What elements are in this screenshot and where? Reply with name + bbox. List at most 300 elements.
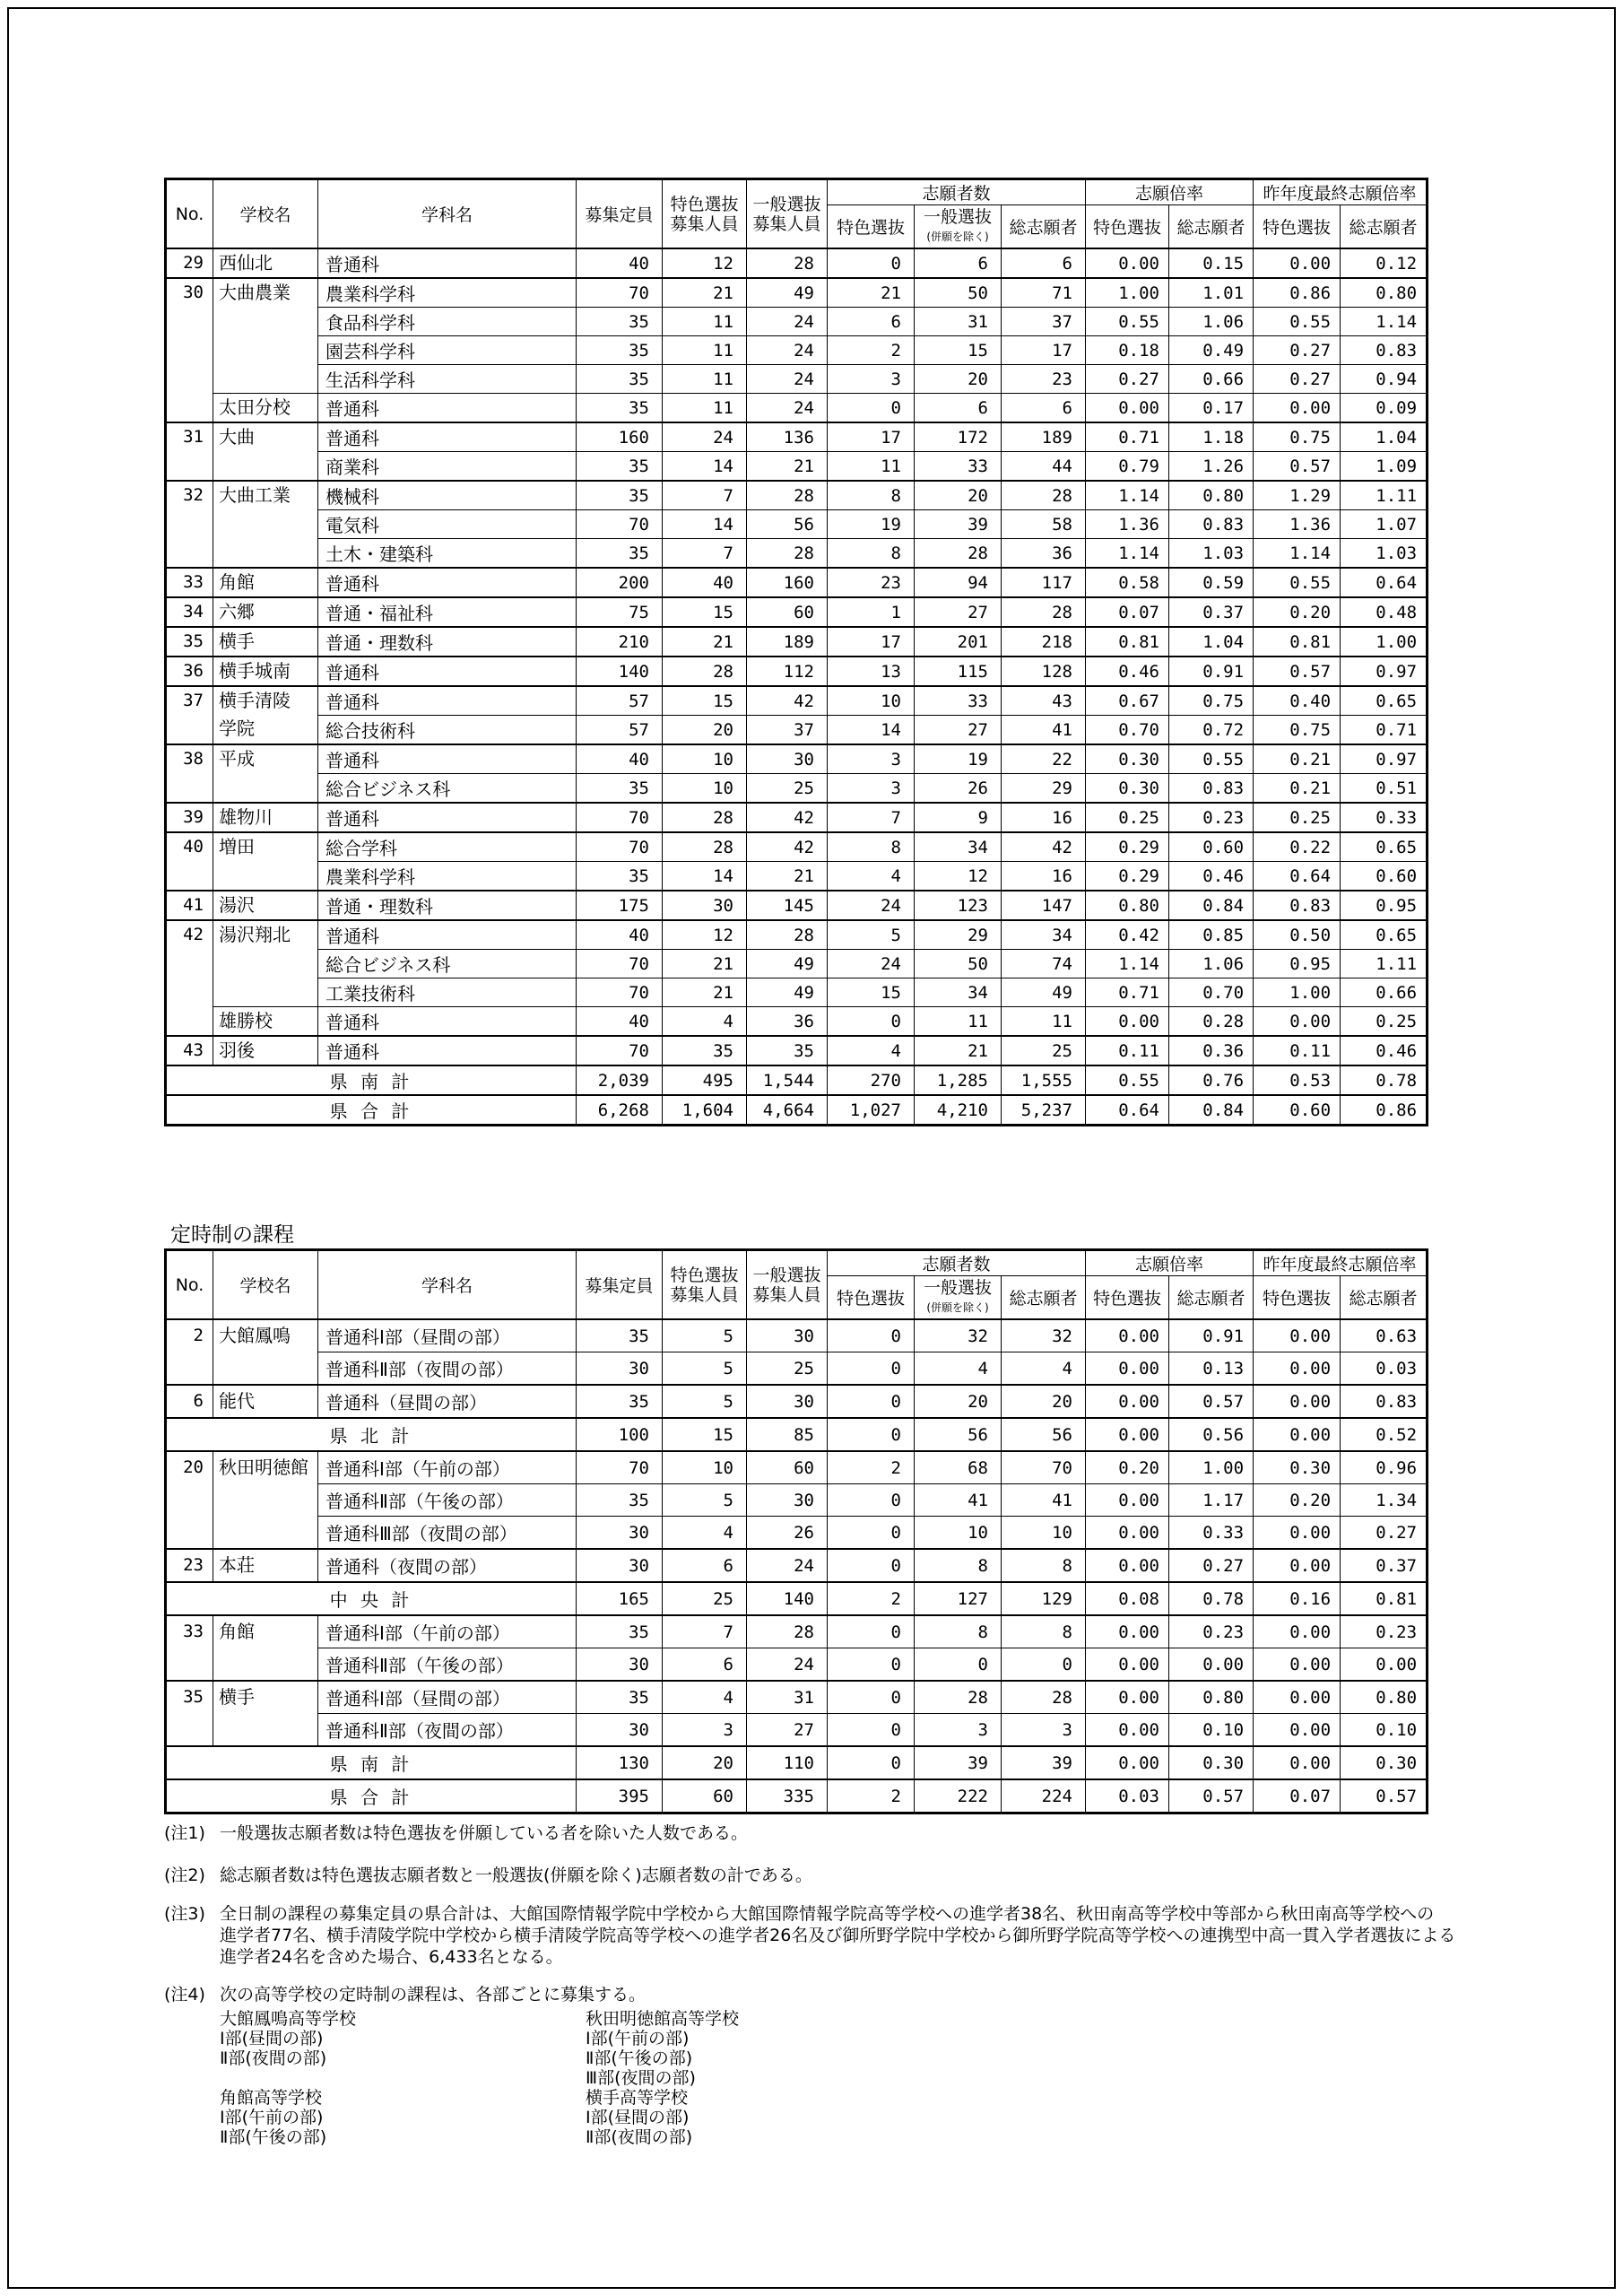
ratio-tokushoku-cell: 0.00 xyxy=(1086,1746,1169,1779)
app-tokushoku-cell: 24 xyxy=(828,891,915,920)
department-cell: 普通科 xyxy=(318,803,577,832)
last-total-cell: 0.78 xyxy=(1341,1065,1428,1095)
capacity-cell: 200 xyxy=(577,568,663,597)
department-cell: 総合ビジネス科 xyxy=(318,774,577,804)
ippan-quota-cell: 140 xyxy=(747,1582,828,1615)
col-header-last-tokushoku: 特色選抜 xyxy=(1254,205,1341,249)
ratio-tokushoku-cell: 0.25 xyxy=(1086,803,1169,832)
ippan-quota-cell: 85 xyxy=(747,1418,828,1451)
ippan-quota-cell: 21 xyxy=(747,452,828,482)
ippan-quota-line1: 一般選抜 xyxy=(752,194,821,214)
capacity-cell: 70 xyxy=(577,510,663,539)
col-header-no: No. xyxy=(166,179,213,249)
app-tokushoku-cell: 0 xyxy=(828,1549,915,1582)
no-cell: 34 xyxy=(166,597,213,627)
last-total-cell: 0.25 xyxy=(1341,1007,1428,1037)
col-header-dept: 学科名 xyxy=(318,1250,577,1320)
ratio-total-cell: 0.59 xyxy=(1169,568,1254,597)
capacity-cell: 160 xyxy=(577,422,663,452)
total-row xyxy=(166,1582,1428,1615)
app-total-cell: 189 xyxy=(1002,422,1086,452)
last-tokushoku-cell: 0.60 xyxy=(1254,1095,1341,1126)
app-total-cell: 6 xyxy=(1002,248,1086,278)
ratio-tokushoku-cell: 0.81 xyxy=(1086,627,1169,657)
total-row-label: 県 南 計 xyxy=(166,1746,577,1779)
ratio-total-cell: 0.80 xyxy=(1169,1681,1254,1714)
app-total-cell: 74 xyxy=(1002,950,1086,978)
last-total-cell: 0.03 xyxy=(1341,1352,1428,1386)
department-cell: 食品科学科 xyxy=(318,308,577,336)
app-ippan-cell: 11 xyxy=(915,1007,1002,1037)
capacity-cell: 35 xyxy=(577,394,663,423)
data-row xyxy=(166,365,1428,394)
note3-line2: 進学者77名、横手清陵学院中学校から横手清陵学院高等学校への進学者26名及び御所野学院中学校から御所野学院高等学校への連携型中高一貫入学者選抜による xyxy=(220,1926,1456,1945)
ratio-total-cell: 1.03 xyxy=(1169,539,1254,569)
app-tokushoku-cell: 17 xyxy=(828,422,915,452)
note4-text: 次の高等学校の定時制の課程は、各部ごとに募集する。 xyxy=(220,1985,647,2005)
last-tokushoku-cell: 1.14 xyxy=(1254,539,1341,569)
app-ippan-cell: 6 xyxy=(915,248,1002,278)
ratio-tokushoku-cell: 0.00 xyxy=(1086,1714,1169,1747)
department-cell: 普通科Ⅱ部（夜間の部） xyxy=(318,1714,577,1747)
ippan-quota-cell: 24 xyxy=(747,1549,828,1582)
app-ippan-cell: 34 xyxy=(915,978,1002,1007)
last-tokushoku-cell: 0.00 xyxy=(1254,248,1341,278)
ratio-tokushoku-cell: 0.00 xyxy=(1086,1648,1169,1682)
ratio-tokushoku-cell: 1.00 xyxy=(1086,278,1169,308)
col-group-lastyear: 昨年度最終志願倍率 xyxy=(1254,1250,1428,1276)
ratio-total-cell: 0.13 xyxy=(1169,1352,1254,1386)
ratio-total-cell: 0.57 xyxy=(1169,1385,1254,1418)
department-cell: 普通科Ⅰ部（午前の部） xyxy=(318,1615,577,1648)
data-row xyxy=(166,1319,1428,1352)
department-cell: 普通科Ⅱ部（夜間の部） xyxy=(318,1352,577,1386)
ratio-total-cell: 0.80 xyxy=(1169,481,1254,510)
app-tokushoku-cell: 0 xyxy=(828,1319,915,1352)
note1-text: 一般選抜志願者数は特色選抜を併願している者を除いた人数である。 xyxy=(220,1823,749,1843)
no-cell: 35 xyxy=(166,627,213,657)
note1-tag: (注1) xyxy=(164,1823,205,1843)
app-ippan-cell: 222 xyxy=(915,1779,1002,1813)
school-name-cell: 羽後 xyxy=(213,1036,318,1065)
app-ippan-cell: 94 xyxy=(915,568,1002,597)
app-ippan-cell: 26 xyxy=(915,774,1002,804)
parttime-table-body xyxy=(166,1319,1428,1813)
no-cell: 23 xyxy=(166,1549,213,1582)
data-row xyxy=(166,862,1428,891)
col-header-last-total: 総志願者 xyxy=(1341,1276,1428,1320)
note4-tag: (注4) xyxy=(164,1985,205,2005)
ratio-tokushoku-cell: 0.07 xyxy=(1086,597,1169,627)
department-cell: 電気科 xyxy=(318,510,577,539)
col-group-ratio: 志願倍率 xyxy=(1086,179,1254,205)
last-total-cell: 0.48 xyxy=(1341,597,1428,627)
app-tokushoku-cell: 270 xyxy=(828,1065,915,1095)
ratio-tokushoku-cell: 0.00 xyxy=(1086,1615,1169,1648)
last-tokushoku-cell: 0.55 xyxy=(1254,308,1341,336)
app-tokushoku-cell: 7 xyxy=(828,803,915,832)
tokushoku-quota-cell: 60 xyxy=(663,1779,747,1813)
col-header-school: 学校名 xyxy=(213,1250,318,1320)
tokushoku-quota-line1: 特色選抜 xyxy=(670,1265,739,1285)
col-header-capacity: 募集定員 xyxy=(577,179,663,249)
last-total-cell: 0.80 xyxy=(1341,278,1428,308)
no-cell: 32 xyxy=(166,481,213,568)
capacity-cell: 40 xyxy=(577,920,663,950)
app-total-cell: 17 xyxy=(1002,336,1086,365)
app-ippan-cell: 1,285 xyxy=(915,1065,1002,1095)
ippan-quota-cell: 160 xyxy=(747,568,828,597)
ippan-quota-cell: 189 xyxy=(747,627,828,657)
app-tokushoku-cell: 0 xyxy=(828,1484,915,1517)
last-total-cell: 1.04 xyxy=(1341,422,1428,452)
data-row xyxy=(166,920,1428,950)
app-tokushoku-cell: 3 xyxy=(828,774,915,804)
app-total-cell: 39 xyxy=(1002,1746,1086,1779)
total-row-label: 県 南 計 xyxy=(166,1065,577,1095)
ratio-tokushoku-cell: 1.36 xyxy=(1086,510,1169,539)
ratio-total-cell: 1.04 xyxy=(1169,627,1254,657)
ippan-quota-cell: 60 xyxy=(747,597,828,627)
fulltime-table xyxy=(164,178,1428,1126)
school-name-cell: 横手 xyxy=(213,1681,318,1746)
app-total-cell: 1,555 xyxy=(1002,1065,1086,1095)
ratio-tokushoku-cell: 0.08 xyxy=(1086,1582,1169,1615)
no-cell: 2 xyxy=(166,1319,213,1385)
ratio-tokushoku-cell: 0.00 xyxy=(1086,248,1169,278)
ippan-quota-cell: 49 xyxy=(747,978,828,1007)
col-header-last-tokushoku: 特色選抜 xyxy=(1254,1276,1341,1320)
ippan-quota-cell: 24 xyxy=(747,336,828,365)
ratio-tokushoku-cell: 0.29 xyxy=(1086,832,1169,862)
last-tokushoku-cell: 0.00 xyxy=(1254,1352,1341,1386)
note4-school-list-left xyxy=(220,2009,356,2147)
note4-list-item: 横手高等学校 xyxy=(586,2088,689,2108)
tokushoku-quota-cell: 21 xyxy=(663,627,747,657)
capacity-cell: 35 xyxy=(577,539,663,569)
last-tokushoku-cell: 0.20 xyxy=(1254,1484,1341,1517)
app-total-cell: 34 xyxy=(1002,920,1086,950)
last-total-cell: 0.12 xyxy=(1341,248,1428,278)
data-row xyxy=(166,1385,1428,1418)
ippan-quota-cell: 24 xyxy=(747,1648,828,1682)
app-total-cell: 16 xyxy=(1002,803,1086,832)
last-total-cell: 1.14 xyxy=(1341,308,1428,336)
capacity-cell: 70 xyxy=(577,278,663,308)
tokushoku-quota-cell: 1,604 xyxy=(663,1095,747,1126)
note-1 xyxy=(164,1822,1475,1844)
last-tokushoku-cell: 0.53 xyxy=(1254,1065,1341,1095)
col-header-ratio-tokushoku: 特色選抜 xyxy=(1086,1276,1169,1320)
tokushoku-quota-cell: 495 xyxy=(663,1065,747,1095)
tokushoku-quota-cell: 3 xyxy=(663,1714,747,1747)
tokushoku-quota-cell: 20 xyxy=(663,1746,747,1779)
app-ippan-cell: 20 xyxy=(915,481,1002,510)
app-tokushoku-cell: 0 xyxy=(828,1648,915,1682)
school-name-cell: 横手清陵 学院 xyxy=(213,686,318,744)
app-ippan-cell: 28 xyxy=(915,539,1002,569)
ratio-total-cell: 1.06 xyxy=(1169,308,1254,336)
app-tokushoku-cell: 0 xyxy=(828,1007,915,1037)
app-tokushoku-cell: 0 xyxy=(828,1385,915,1418)
last-total-cell: 0.71 xyxy=(1341,716,1428,745)
ratio-tokushoku-cell: 0.71 xyxy=(1086,422,1169,452)
ratio-tokushoku-cell: 0.30 xyxy=(1086,744,1169,774)
col-header-app-ippan xyxy=(915,205,1002,249)
col-group-applicants: 志願者数 xyxy=(828,1250,1086,1276)
last-tokushoku-cell: 0.21 xyxy=(1254,744,1341,774)
capacity-cell: 35 xyxy=(577,1319,663,1352)
note4-list-item: 秋田明徳館高等学校 xyxy=(586,2009,740,2029)
tokushoku-quota-cell: 11 xyxy=(663,365,747,394)
last-tokushoku-cell: 0.75 xyxy=(1254,422,1341,452)
ratio-total-cell: 0.30 xyxy=(1169,1746,1254,1779)
data-row xyxy=(166,1517,1428,1550)
last-total-cell: 0.09 xyxy=(1341,394,1428,423)
col-header-ratio-total: 総志願者 xyxy=(1169,205,1254,249)
ippan-quota-cell: 60 xyxy=(747,1451,828,1484)
last-tokushoku-cell: 0.07 xyxy=(1254,1779,1341,1813)
app-tokushoku-cell: 14 xyxy=(828,716,915,745)
note4-list-item: 角館高等学校 xyxy=(220,2088,323,2108)
ratio-total-cell: 0.23 xyxy=(1169,1615,1254,1648)
department-cell: 機械科 xyxy=(318,481,577,510)
tokushoku-quota-cell: 10 xyxy=(663,774,747,804)
ratio-total-cell: 0.84 xyxy=(1169,1095,1254,1126)
ratio-tokushoku-cell: 0.42 xyxy=(1086,920,1169,950)
last-tokushoku-cell: 0.95 xyxy=(1254,950,1341,978)
app-total-cell: 8 xyxy=(1002,1615,1086,1648)
tokushoku-quota-cell: 35 xyxy=(663,1036,747,1065)
note4-list-item: Ⅱ部(夜間の部) xyxy=(586,2127,693,2147)
ippan-quota-cell: 26 xyxy=(747,1517,828,1550)
ratio-total-cell: 0.75 xyxy=(1169,686,1254,716)
tokushoku-quota-line1: 特色選抜 xyxy=(670,194,739,214)
ippan-quota-cell: 35 xyxy=(747,1036,828,1065)
app-ippan-cell: 20 xyxy=(915,1385,1002,1418)
capacity-cell: 40 xyxy=(577,248,663,278)
tokushoku-quota-cell: 28 xyxy=(663,832,747,862)
last-tokushoku-cell: 0.00 xyxy=(1254,1517,1341,1550)
ippan-quota-cell: 28 xyxy=(747,920,828,950)
last-total-cell: 1.34 xyxy=(1341,1484,1428,1517)
ratio-tokushoku-cell: 0.67 xyxy=(1086,686,1169,716)
app-ippan-cell: 115 xyxy=(915,657,1002,686)
department-cell: 普通科 xyxy=(318,744,577,774)
data-row xyxy=(166,1615,1428,1648)
col-group-ratio: 志願倍率 xyxy=(1086,1250,1254,1276)
app-ippan-cell: 34 xyxy=(915,832,1002,862)
app-tokushoku-cell: 0 xyxy=(828,394,915,423)
ippan-quota-cell: 110 xyxy=(747,1746,828,1779)
ippan-quota-cell: 21 xyxy=(747,862,828,891)
app-total-cell: 43 xyxy=(1002,686,1086,716)
last-tokushoku-cell: 0.00 xyxy=(1254,1319,1341,1352)
capacity-cell: 70 xyxy=(577,950,663,978)
ippan-quota-cell: 36 xyxy=(747,1007,828,1037)
col-header-school: 学校名 xyxy=(213,179,318,249)
app-tokushoku-cell: 0 xyxy=(828,1615,915,1648)
ippan-quota-cell: 27 xyxy=(747,1714,828,1747)
app-ippan-line1: 一般選抜 xyxy=(923,1277,992,1298)
app-ippan-cell: 27 xyxy=(915,597,1002,627)
last-tokushoku-cell: 0.57 xyxy=(1254,452,1341,482)
col-header-app-total: 総志願者 xyxy=(1002,1276,1086,1320)
note4-list-item: Ⅰ部(昼間の部) xyxy=(586,2108,690,2127)
ippan-quota-cell: 42 xyxy=(747,803,828,832)
ratio-tokushoku-cell: 0.64 xyxy=(1086,1095,1169,1126)
col-header-ratio-total: 総志願者 xyxy=(1169,1276,1254,1320)
capacity-cell: 70 xyxy=(577,978,663,1007)
ratio-tokushoku-cell: 0.00 xyxy=(1086,1681,1169,1714)
app-tokushoku-cell: 1 xyxy=(828,597,915,627)
capacity-cell: 30 xyxy=(577,1714,663,1747)
last-total-cell: 0.95 xyxy=(1341,891,1428,920)
ratio-total-cell: 1.18 xyxy=(1169,422,1254,452)
tokushoku-quota-cell: 5 xyxy=(663,1352,747,1386)
ippan-quota-cell: 24 xyxy=(747,308,828,336)
app-ippan-note: (併願を除く) xyxy=(926,230,989,243)
last-tokushoku-cell: 1.00 xyxy=(1254,978,1341,1007)
capacity-cell: 2,039 xyxy=(577,1065,663,1095)
ratio-total-cell: 1.17 xyxy=(1169,1484,1254,1517)
app-total-cell: 56 xyxy=(1002,1418,1086,1451)
total-row-label: 県 北 計 xyxy=(166,1418,577,1451)
ratio-total-cell: 0.10 xyxy=(1169,1714,1254,1747)
ratio-total-cell: 0.46 xyxy=(1169,862,1254,891)
app-total-cell: 41 xyxy=(1002,716,1086,745)
last-tokushoku-cell: 0.27 xyxy=(1254,336,1341,365)
app-total-cell: 28 xyxy=(1002,1681,1086,1714)
data-row xyxy=(166,248,1428,278)
app-total-cell: 3 xyxy=(1002,1714,1086,1747)
ratio-total-cell: 0.66 xyxy=(1169,365,1254,394)
department-cell: 普通科 xyxy=(318,568,577,597)
app-ippan-cell: 9 xyxy=(915,803,1002,832)
col-header-app-tokushoku: 特色選抜 xyxy=(828,1276,915,1320)
app-tokushoku-cell: 0 xyxy=(828,1352,915,1386)
ippan-quota-line1: 一般選抜 xyxy=(752,1265,821,1285)
data-row xyxy=(166,278,1428,308)
app-total-cell: 70 xyxy=(1002,1451,1086,1484)
last-tokushoku-cell: 1.29 xyxy=(1254,481,1341,510)
tokushoku-quota-cell: 4 xyxy=(663,1681,747,1714)
app-ippan-cell: 31 xyxy=(915,308,1002,336)
last-total-cell: 0.97 xyxy=(1341,744,1428,774)
school-name-cell: 能代 xyxy=(213,1385,318,1418)
app-tokushoku-cell: 4 xyxy=(828,1036,915,1065)
school-name-cell: 大館鳳鳴 xyxy=(213,1319,318,1385)
col-header-tokushoku-quota xyxy=(663,1250,747,1320)
last-tokushoku-cell: 0.22 xyxy=(1254,832,1341,862)
ratio-total-cell: 0.70 xyxy=(1169,978,1254,1007)
col-header-ratio-tokushoku: 特色選抜 xyxy=(1086,205,1169,249)
last-tokushoku-cell: 0.83 xyxy=(1254,891,1341,920)
ratio-tokushoku-cell: 0.27 xyxy=(1086,365,1169,394)
col-header-app-ippan xyxy=(915,1276,1002,1320)
note-3 xyxy=(164,1903,1475,1968)
app-tokushoku-cell: 24 xyxy=(828,950,915,978)
ratio-total-cell: 0.17 xyxy=(1169,394,1254,423)
app-ippan-cell: 12 xyxy=(915,862,1002,891)
ratio-total-cell: 0.55 xyxy=(1169,744,1254,774)
department-cell: 普通科 xyxy=(318,248,577,278)
app-total-cell: 11 xyxy=(1002,1007,1086,1037)
last-tokushoku-cell: 0.00 xyxy=(1254,1549,1341,1582)
department-cell: 工業技術科 xyxy=(318,978,577,1007)
app-total-cell: 25 xyxy=(1002,1036,1086,1065)
last-tokushoku-cell: 0.75 xyxy=(1254,716,1341,745)
ratio-total-cell: 0.33 xyxy=(1169,1517,1254,1550)
last-tokushoku-cell: 0.55 xyxy=(1254,568,1341,597)
app-tokushoku-cell: 8 xyxy=(828,539,915,569)
ratio-total-cell: 0.91 xyxy=(1169,657,1254,686)
department-cell: 普通科Ⅲ部（夜間の部） xyxy=(318,1517,577,1550)
ippan-quota-cell: 30 xyxy=(747,1385,828,1418)
fulltime-table-wrap xyxy=(164,178,1428,1126)
note4-list-item: Ⅰ部(午前の部) xyxy=(220,2108,324,2127)
col-header-last-total: 総志願者 xyxy=(1341,205,1428,249)
no-cell: 20 xyxy=(166,1451,213,1549)
app-tokushoku-cell: 6 xyxy=(828,308,915,336)
no-cell: 42 xyxy=(166,920,213,1036)
col-header-app-tokushoku: 特色選抜 xyxy=(828,205,915,249)
last-tokushoku-cell: 0.21 xyxy=(1254,774,1341,804)
app-ippan-cell: 50 xyxy=(915,278,1002,308)
ippan-quota-cell: 28 xyxy=(747,539,828,569)
app-ippan-cell: 20 xyxy=(915,365,1002,394)
no-cell: 40 xyxy=(166,832,213,891)
data-row xyxy=(166,744,1428,774)
capacity-cell: 70 xyxy=(577,832,663,862)
data-row xyxy=(166,774,1428,804)
tokushoku-quota-cell: 40 xyxy=(663,568,747,597)
last-tokushoku-cell: 0.11 xyxy=(1254,1036,1341,1065)
note2-tag: (注2) xyxy=(164,1866,205,1885)
note4-list-item: 大館鳳鳴高等学校 xyxy=(220,2009,357,2029)
ratio-tokushoku-cell: 0.80 xyxy=(1086,891,1169,920)
data-row xyxy=(166,539,1428,569)
tokushoku-quota-cell: 21 xyxy=(663,950,747,978)
data-row xyxy=(166,1036,1428,1065)
app-ippan-cell: 15 xyxy=(915,336,1002,365)
last-tokushoku-cell: 0.30 xyxy=(1254,1451,1341,1484)
data-row xyxy=(166,1714,1428,1747)
last-tokushoku-cell: 0.27 xyxy=(1254,365,1341,394)
department-cell: 普通科Ⅱ部（午後の部） xyxy=(318,1648,577,1682)
data-row xyxy=(166,950,1428,978)
ratio-total-cell: 0.23 xyxy=(1169,803,1254,832)
data-row xyxy=(166,481,1428,510)
ratio-tokushoku-cell: 1.14 xyxy=(1086,481,1169,510)
app-tokushoku-cell: 2 xyxy=(828,1779,915,1813)
app-total-cell: 20 xyxy=(1002,1385,1086,1418)
app-total-cell: 129 xyxy=(1002,1582,1086,1615)
app-tokushoku-cell: 1,027 xyxy=(828,1095,915,1126)
ratio-tokushoku-cell: 0.00 xyxy=(1086,1549,1169,1582)
data-row xyxy=(166,1648,1428,1682)
last-tokushoku-cell: 0.00 xyxy=(1254,1007,1341,1037)
col-header-dept: 学科名 xyxy=(318,179,577,249)
ratio-tokushoku-cell: 0.00 xyxy=(1086,1484,1169,1517)
app-tokushoku-cell: 0 xyxy=(828,1746,915,1779)
school-name-cell: 角館 xyxy=(213,568,318,597)
data-row xyxy=(166,1451,1428,1484)
school-name-cell: 大曲農業 xyxy=(213,278,318,394)
parttime-table xyxy=(164,1248,1428,1814)
school-name-cell: 雄勝校 xyxy=(213,1007,318,1037)
last-tokushoku-cell: 0.00 xyxy=(1254,394,1341,423)
